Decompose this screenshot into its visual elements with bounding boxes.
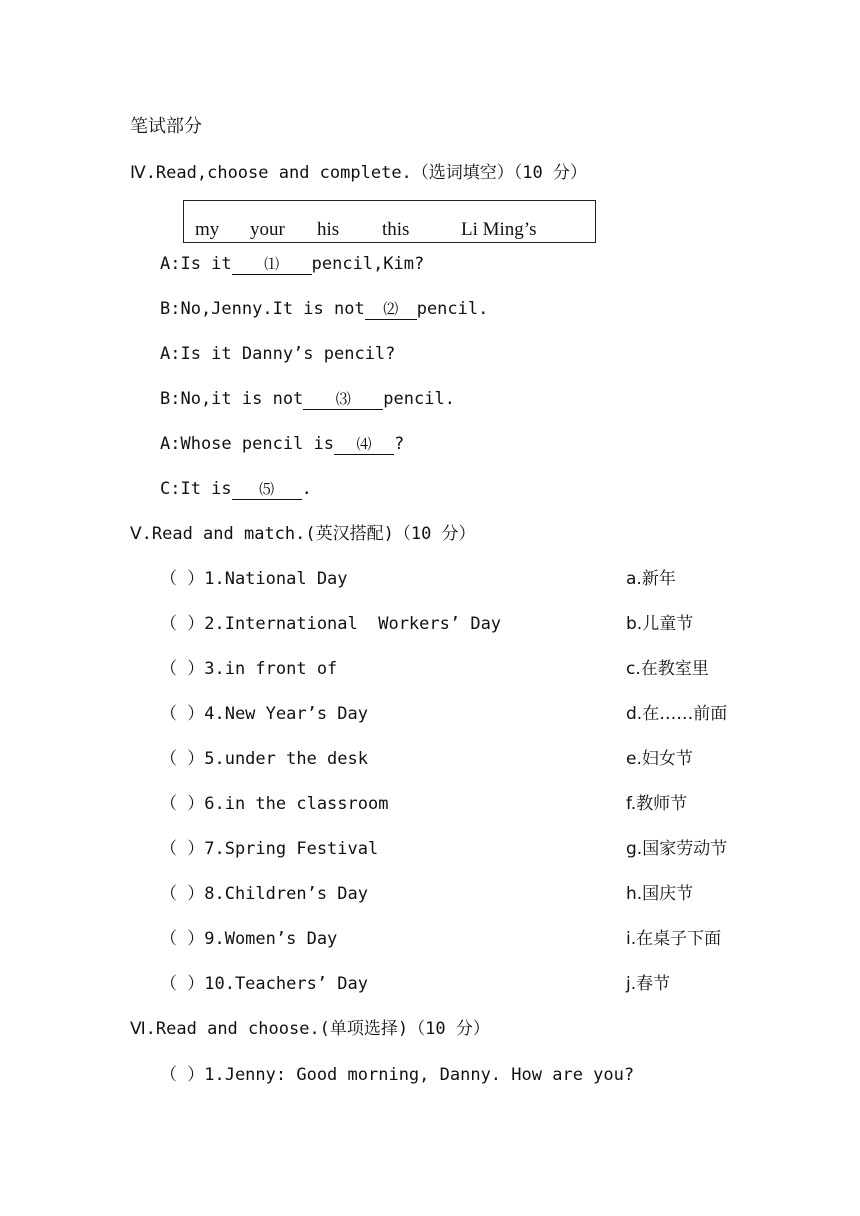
- match-left-10: （ ）10.Teachers’ Day: [160, 974, 368, 994]
- match-left-4: （ ）4.New Year’s Day: [160, 704, 368, 724]
- choice-question-1: （ ）1.Jenny: Good morning, Danny. How are you?: [160, 1065, 635, 1085]
- answer-blank-4[interactable]: ⑷: [334, 436, 394, 455]
- match-right-3: c.在教室里: [626, 659, 709, 679]
- answer-blank-5[interactable]: ⑸: [232, 481, 302, 500]
- match-right-2: b.儿童节: [626, 614, 694, 634]
- dialogue-line-1: A:Is it ⑴ pencil,Kim?: [160, 254, 425, 274]
- dialogue-line-5: A:Whose pencil is ⑷ ?: [160, 434, 405, 454]
- section-6-title: Ⅵ.Read and choose.(单项选择)（10 分）: [130, 1019, 490, 1039]
- match-left-6: （ ）6.in the classroom: [160, 794, 389, 814]
- section-4-title: Ⅳ.Read,choose and complete.（选词填空）（10 分）: [130, 163, 587, 183]
- match-right-9: i.在桌子下面: [626, 929, 722, 949]
- match-left-3: （ ）3.in front of: [160, 659, 338, 679]
- word-bank-box: [183, 200, 596, 243]
- match-left-7: （ ）7.Spring Festival: [160, 839, 379, 859]
- word-bank-item: my: [195, 219, 220, 240]
- word-bank-item: his: [317, 219, 340, 240]
- match-left-2: （ ）2.International Workers’ Day: [160, 614, 502, 634]
- match-left-5: （ ）5.under the desk: [160, 749, 368, 769]
- match-right-5: e.妇女节: [626, 749, 693, 769]
- dialogue-line-4: B:No,it is not ⑶ pencil.: [160, 389, 455, 409]
- match-right-6: f.教师节: [626, 794, 688, 814]
- match-right-4: d.在……前面: [626, 704, 728, 724]
- match-left-8: （ ）8.Children’s Day: [160, 884, 368, 904]
- word-bank-item: this: [382, 219, 410, 240]
- match-right-8: h.国庆节: [626, 884, 694, 904]
- section-5-title: Ⅴ.Read and match.(英汉搭配)（10 分）: [130, 524, 476, 544]
- answer-blank-1[interactable]: ⑴: [232, 256, 312, 275]
- dialogue-line-6: C:It is ⑸ .: [160, 479, 312, 499]
- match-left-1: （ ）1.National Day: [160, 569, 348, 589]
- dialogue-line-2: B:No,Jenny.It is not ⑵ pencil.: [160, 299, 489, 319]
- match-left-9: （ ）9.Women’s Day: [160, 929, 338, 949]
- answer-blank-2[interactable]: ⑵: [365, 301, 417, 320]
- word-bank-item: your: [250, 219, 285, 240]
- answer-blank-3[interactable]: ⑶: [303, 391, 383, 410]
- match-right-7: g.国家劳动节: [626, 839, 728, 859]
- word-bank-item: Li Ming’s: [461, 219, 537, 240]
- match-right-1: a.新年: [626, 569, 676, 589]
- match-right-10: j.春节: [626, 974, 671, 994]
- dialogue-line-3: A:Is it Danny’s pencil?: [160, 344, 396, 364]
- page-heading: 笔试部分: [130, 116, 202, 137]
